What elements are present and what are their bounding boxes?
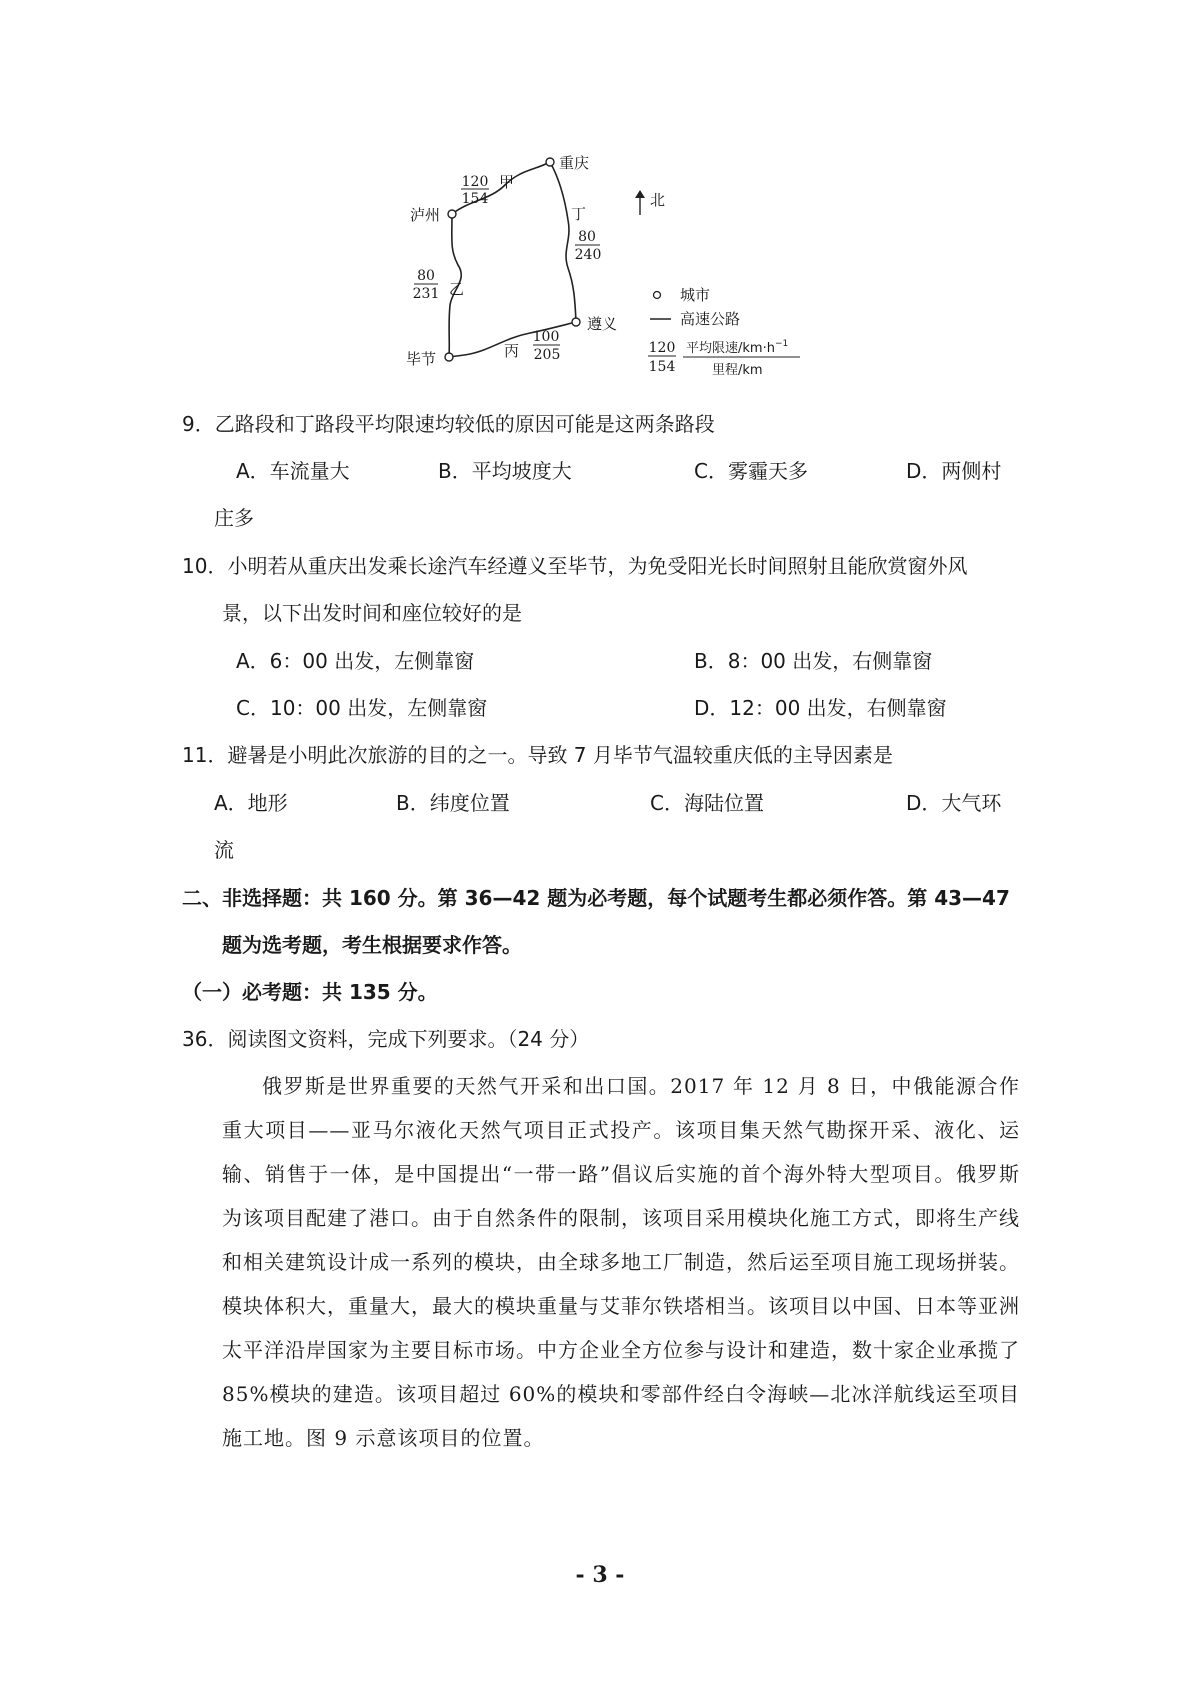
city-marker-bijie <box>445 353 453 361</box>
q11-option-a[interactable]: A．地形 <box>214 791 288 815</box>
segment-ding-speed: 80 <box>578 229 596 245</box>
q11-option-b[interactable]: B．纬度位置 <box>396 791 510 815</box>
city-label-bijie: 毕节 <box>406 350 437 368</box>
segment-ding-distance: 240 <box>574 247 602 263</box>
q9-option-d[interactable]: D．两侧村 <box>906 459 1002 483</box>
legend-city-label: 城市 <box>680 286 711 304</box>
city-label-chongqing: 重庆 <box>559 154 590 172</box>
segment-bing-distance: 205 <box>533 347 561 363</box>
q9-option-c[interactable]: C．雾霾天多 <box>694 459 808 483</box>
q9-option-d-continued: 庄多 <box>214 506 254 530</box>
city-marker-zunyi <box>572 318 580 326</box>
q10-stem-line2: 景，以下出发时间和座位较好的是 <box>222 601 522 625</box>
segment-jia-distance: 154 <box>461 191 489 207</box>
highway-segment-ding <box>550 162 576 322</box>
section2-heading-line1: 二、非选择题：共 160 分。第 36—42 题为必考题，每个试题考生都必须作答。第 43—47 <box>182 886 1010 910</box>
city-label-luzhou: 泸州 <box>410 206 441 224</box>
highway-route-map <box>0 0 1200 400</box>
legend-distance-label: 里程/km <box>712 363 763 378</box>
map-legend <box>648 286 800 378</box>
segment-yi-speed: 80 <box>417 268 435 284</box>
segment-jia-speed: 120 <box>461 174 489 190</box>
q10-option-d[interactable]: D．12：00 出发，右侧靠窗 <box>694 696 947 720</box>
q10-option-a[interactable]: A．6：00 出发，左侧靠窗 <box>236 649 475 673</box>
q10-option-b[interactable]: B．8：00 出发，右侧靠窗 <box>694 649 933 673</box>
page-number: - 3 - <box>575 1562 625 1588</box>
q11-option-c[interactable]: C．海陆位置 <box>650 791 764 815</box>
north-label: 北 <box>650 191 666 209</box>
legend-sample-distance: 154 <box>648 359 676 375</box>
city-label-zunyi: 遵义 <box>587 315 618 333</box>
segment-bing-name: 丙 <box>504 342 520 360</box>
q11-option-d-continued: 流 <box>214 838 234 862</box>
section2-heading-line2: 题为选考题，考生根据要求作答。 <box>222 933 522 957</box>
legend-speed-sup: −1 <box>774 339 789 349</box>
q9-stem: 9．乙路段和丁路段平均限速均较低的原因可能是这两条路段 <box>182 412 715 436</box>
legend-speed-label: 平均限速$/km\cdot h^{-1}$ <box>686 339 789 356</box>
q36-paragraph: 俄罗斯是世界重要的天然气开采和出口国。2017 年 12 月 8 日，中俄能源合作重大项目——亚马尔液化天然气项目正式投产。该项目集天然气勘探开采、液化、运输、销售于一体，是中国提出“一带一路”倡议后实施的首个海外特大型项目。俄罗斯为该项目配建了港口。由于自然条件的限制，该项目采用模块化施工方式，即将生产线和相关建筑设计成一系列的模块，由全球多地工厂制造，然后运至项目施工现场拼装。模块体积大，重量大，最大的模块重量与艾菲尔铁塔相当。该项目以中国、日本等亚洲太平洋沿岸国家为主要目标市场。中方企业全方位参与设计和建造，数十家企业承揽了 85%模块的建造。该项目超过 60%的模块和零部件经白令海峡—北冰洋航线运至项目施工地。图 9 示意该项目的位置。 <box>222 1074 1020 1450</box>
q10-stem-line1: 10．小明若从重庆出发乘长途汽车经遵义至毕节，为免受阳光长时间照射且能欣赏窗外风 <box>182 554 968 578</box>
q9-option-a[interactable]: A．车流量大 <box>236 459 350 483</box>
segment-bing-speed: 100 <box>532 329 560 345</box>
segment-ding-name: 丁 <box>571 205 587 223</box>
city-marker-luzhou <box>448 210 456 218</box>
segment-jia-name: 甲 <box>499 173 515 191</box>
q11-stem: 11．避暑是小明此次旅游的目的之一。导致 7 月毕节气温较重庆低的主导因素是 <box>182 743 893 767</box>
segment-yi-distance: 231 <box>412 286 440 302</box>
segment-yi-name: 乙 <box>449 280 465 298</box>
legend-city-icon <box>654 292 661 299</box>
legend-sample-speed: 120 <box>648 340 676 356</box>
q10-option-c[interactable]: C．10：00 出发，左侧靠窗 <box>236 696 488 720</box>
part1-heading: （一）必考题：共 135 分。 <box>182 980 438 1004</box>
city-marker-chongqing <box>546 158 554 166</box>
q36-stem: 36．阅读图文资料，完成下列要求。（24 分） <box>182 1027 590 1051</box>
q11-option-d[interactable]: D．大气环 <box>906 791 1002 815</box>
q9-option-b[interactable]: B．平均坡度大 <box>438 459 572 483</box>
north-arrow-icon <box>635 190 645 215</box>
legend-highway-label: 高速公路 <box>680 310 741 328</box>
